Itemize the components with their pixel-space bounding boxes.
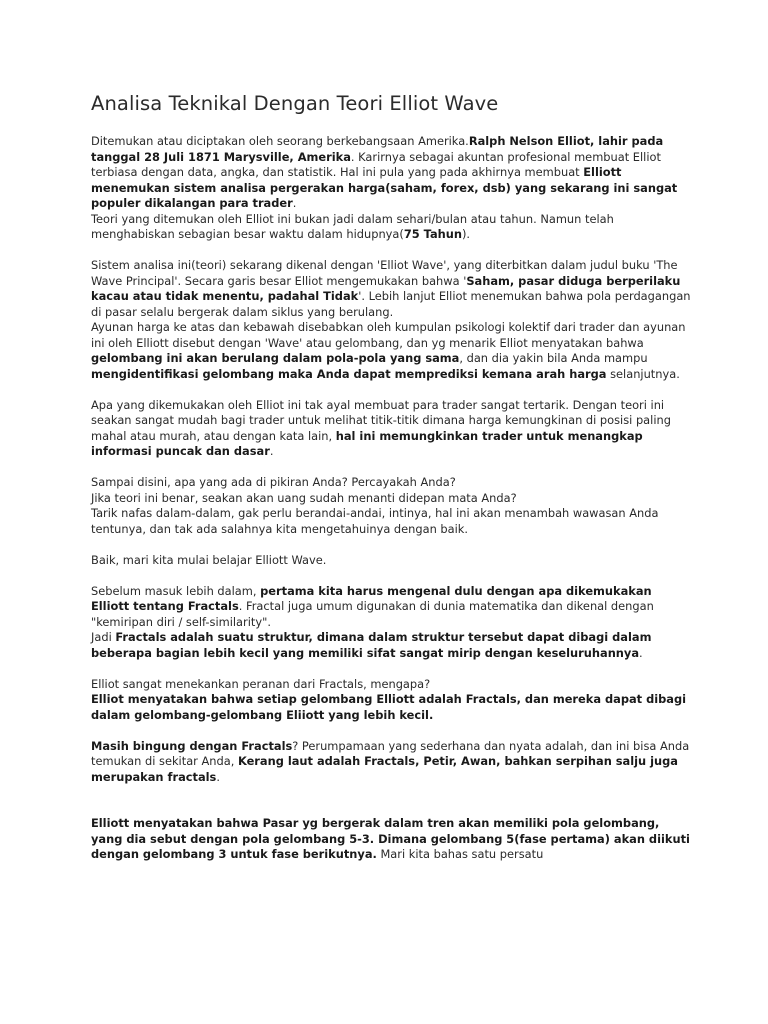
bold-text: Masih bingung dengan Fractals xyxy=(91,738,293,753)
text-run: ? Perumpamaan yang sederhana dan nyata adalah, dan ini bisa Anda temukan di sekitar Anda, xyxy=(91,738,690,768)
paragraph xyxy=(91,134,691,212)
text-run: . xyxy=(292,196,297,210)
bold-text: Elliott menyatakan bahwa Pasar yg bergerak dalam tren akan memiliki pola gelombang, yang dia sebut dengan pola gelombang 5-3. Dimana gelombang 5(fase pertama) akan diikuti dengan gelombang 3 untuk fase berikutnya. xyxy=(91,816,690,861)
document-page xyxy=(91,92,691,863)
paragraph-spacer xyxy=(91,661,691,677)
paragraph-spacer xyxy=(91,723,691,739)
text-run: . Karirnya sebagai akuntan profesional membuat Elliot terbiasa dengan data, angka, dan statistik. Hal ini pula yang pada akhirnya membuat xyxy=(91,149,661,179)
bold-text: Ralph Nelson Elliot, lahir pada tanggal 28 Juli 1871 Marysville, Amerika xyxy=(91,134,664,164)
paragraph-spacer xyxy=(91,785,691,816)
bold-text: pertama kita harus mengenal dulu dengan apa dikemukakan Elliott tentang Fractals xyxy=(91,583,652,613)
article-body xyxy=(91,134,691,863)
text-run: Elliot sangat menekankan peranan dari Fractals, mengapa? xyxy=(91,676,431,691)
text-run: Tarik nafas dalam-dalam, gak perlu berandai-andai, intinya, hal ini akan menambah wawasan Anda tentunya, dan tak ada salahnya kita mengetahuinya dengan baik. xyxy=(91,506,659,536)
text-run: selanjutnya. xyxy=(606,366,680,381)
paragraph xyxy=(91,320,691,382)
paragraph xyxy=(91,692,691,723)
page-title: Analisa Teknikal Dengan Teori Elliot Wave xyxy=(91,92,499,115)
bold-text: Kerang laut adalah Fractals, Petir, Awan, bahkan serpihan salju juga merupakan fractals xyxy=(91,754,678,784)
bold-text: Elliott menemukan sistem analisa pergerakan harga(saham, forex, dsb) yang sekarang ini sangat populer dikalangan para trader xyxy=(91,165,678,210)
text-run: . xyxy=(216,769,220,784)
text-run: Mari kita bahas satu persatu xyxy=(376,847,544,861)
paragraph xyxy=(91,816,691,863)
text-run: '. Lebih lanjut Elliot menemukan bahwa pola perdagangan di pasar selalu bergerak dalam siklus yang berulang. xyxy=(91,289,691,319)
bold-text: Elliot menyatakan bahwa setiap gelombang Elliott adalah Fractals, dan mereka dapat dibagi dalam gelombang-gelombang Eliiott yang lebih kecil. xyxy=(91,692,687,722)
text-run: Apa yang dikemukakan oleh Elliot ini tak ayal membuat para trader sangat tertarik. Dengan teori ini seakan sangat mudah bagi trader untuk melihat titik-titik dimana harga kemungkinan di posisi paling mahal atau murah, atau dengan kata lain, xyxy=(91,397,671,443)
text-run: Baik, mari kita mulai belajar Elliott Wave. xyxy=(91,552,327,567)
text-run: . Fractal juga umum digunakan di dunia matematika dan dikenal dengan "kemiripan diri / self-similarity". xyxy=(91,599,654,629)
text-run: Sebelum masuk lebih dalam, xyxy=(91,583,261,598)
bold-text: hal ini memungkinkan trader untuk menangkap informasi puncak dan dasar xyxy=(91,428,643,458)
paragraph-spacer xyxy=(91,243,691,259)
paragraph xyxy=(91,491,691,507)
paragraph xyxy=(91,584,691,631)
paragraph xyxy=(91,212,691,243)
text-run: Sistem analisa ini(teori) sekarang dikenal dengan 'Elliot Wave', yang diterbitkan dalam judul buku 'The Wave Principal'. Secara garis besar Elliot mengemukakan bahwa ' xyxy=(91,258,678,288)
bold-text: 75 Tahun xyxy=(403,227,462,241)
text-run: Ayunan harga ke atas dan kebawah disebabkan oleh kumpulan psikologi kolektif dari trader dan ayunan ini oleh Elliott disebut dengan 'Wave' atau gelombang, dan yg menarik Elliot menyatakan bahwa xyxy=(91,320,686,350)
text-run: . xyxy=(639,645,643,660)
paragraph xyxy=(91,739,691,786)
bold-text: Saham, pasar diduga berperilaku kacau atau tidak menentu, padahal Tidak xyxy=(91,273,681,303)
paragraph-spacer xyxy=(91,537,691,553)
paragraph xyxy=(91,475,691,491)
text-run: Ditemukan atau diciptakan oleh seorang berkebangsaan Amerika. xyxy=(91,134,469,148)
paragraph xyxy=(91,506,691,537)
paragraph xyxy=(91,398,691,460)
bold-text: Fractals adalah suatu struktur, dimana dalam struktur tersebut dapat dibagi dalam beberapa bagian lebih kecil yang memiliki sifat sangat mirip dengan keseluruhannya xyxy=(91,630,652,660)
paragraph xyxy=(91,258,691,320)
text-run: Teori yang ditemukan oleh Elliot ini bukan jadi dalam sehari/bulan atau tahun. Namun telah menghabiskan sebagian besar waktu dalam hidupnya( xyxy=(91,211,614,241)
text-run: . xyxy=(269,444,274,458)
bold-text: gelombang ini akan berulang dalam pola-pola yang sama xyxy=(91,351,460,365)
paragraph xyxy=(91,553,691,569)
paragraph xyxy=(91,677,691,693)
paragraph-spacer xyxy=(91,568,691,584)
text-run: Jika teori ini benar, seakan akan uang sudah menanti didepan mata Anda? xyxy=(91,490,517,505)
paragraph-spacer xyxy=(91,382,691,398)
text-run: ). xyxy=(461,227,471,241)
paragraph-spacer xyxy=(91,460,691,476)
text-run: Jadi xyxy=(91,630,116,644)
paragraph xyxy=(91,630,691,661)
text-run: , dan dia yakin bila Anda mampu xyxy=(459,351,648,365)
bold-text: mengidentifikasi gelombang maka Anda dapat memprediksi kemana arah harga xyxy=(91,366,607,381)
text-run: Sampai disini, apa yang ada di pikiran Anda? Percayakah Anda? xyxy=(91,475,456,489)
